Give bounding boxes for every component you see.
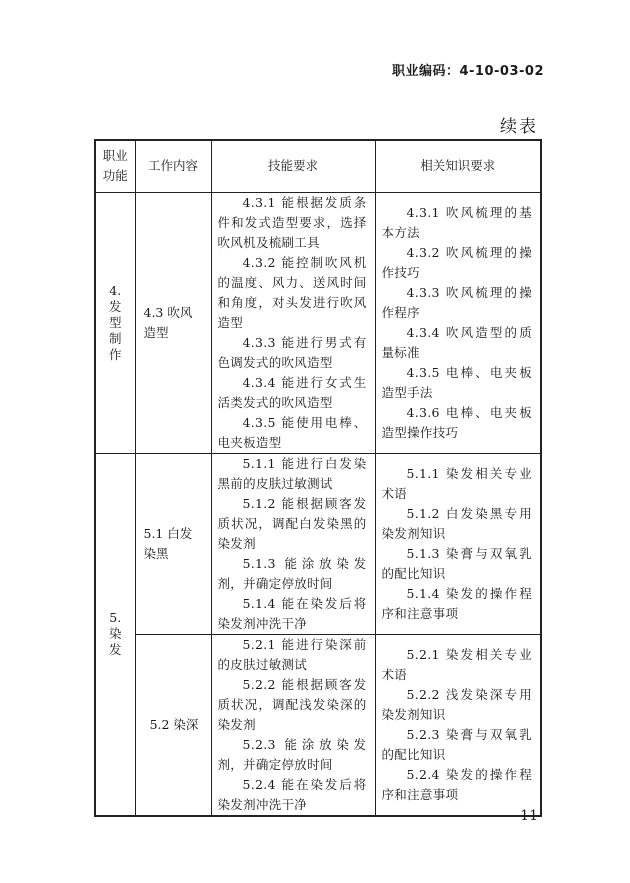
- knowledge-item: 5.2.1 染发相关专业术语: [381, 646, 532, 682]
- knowledge-item: 5.1.3 染膏与双氧乳的配比知识: [381, 545, 532, 581]
- header-work: 工作内容: [135, 140, 211, 192]
- header-skills: 技能要求: [211, 140, 375, 192]
- skill-item: 5.1.2 能根据顾客发质状况，调配白发染黑的染发剂: [217, 495, 367, 551]
- skill-item: 5.2.2 能根据顾客发质状况，调配浅发染深的染发剂: [217, 676, 367, 732]
- skills-cell: [211, 192, 375, 453]
- skill-item: 4.3.4 能进行女式生活类发式的吹风造型: [217, 374, 367, 410]
- knowledge-cell: [375, 192, 541, 453]
- skill-item: 5.2.4 能在染发后将染发剂冲洗干净: [217, 776, 367, 812]
- knowledge-item: 5.1.4 染发的操作程序和注意事项: [381, 585, 532, 621]
- knowledge-item: 5.2.3 染膏与双氧乳的配比知识: [381, 726, 532, 762]
- knowledge-item: 5.2.4 染发的操作程序和注意事项: [381, 766, 532, 802]
- function-char: 发: [108, 642, 122, 657]
- function-char: 染: [108, 626, 122, 641]
- work-content-cell: 5.2 染深: [135, 634, 211, 816]
- skill-item: 5.1.3 能涂放染发剂，并确定停放时间: [217, 555, 367, 591]
- job-code: 职业编码：4-10-03-02: [391, 64, 544, 79]
- skills-table: [94, 139, 542, 817]
- function-char: 制: [108, 330, 122, 346]
- skill-item: 5.1.4 能在染发后将染发剂冲洗干净: [217, 595, 367, 631]
- knowledge-item: 5.2.2 浅发染深专用染发剂知识: [381, 686, 532, 722]
- function-number: 4.: [109, 282, 122, 298]
- skill-item: 5.2.3 能涂放染发剂，并确定停放时间: [217, 736, 367, 772]
- knowledge-item: 4.3.5 电棒、电夹板造型手法: [381, 364, 532, 400]
- table-row: [95, 453, 541, 634]
- knowledge-item: 4.3.1 吹风梳理的基本方法: [381, 204, 532, 240]
- header-knowledge: 相关知识要求: [375, 140, 541, 192]
- header-function-text: 职业 功能: [102, 148, 128, 184]
- knowledge-item: 4.3.6 电棒、电夹板造型操作技巧: [381, 404, 532, 440]
- knowledge-item: 5.1.1 染发相关专业术语: [381, 465, 532, 501]
- work-content-cell: 5.1 白发染黑: [135, 453, 211, 634]
- function-cell: [95, 192, 135, 453]
- knowledge-item: 4.3.4 吹风造型的质量标准: [381, 324, 532, 360]
- skill-item: 5.1.1 能进行白发染黑前的皮肤过敏测试: [217, 455, 367, 491]
- skill-item: 5.2.1 能进行染深前的皮肤过敏测试: [217, 636, 367, 672]
- table-row: [95, 192, 541, 453]
- header-function: [95, 140, 135, 192]
- page-number: 11: [520, 808, 538, 824]
- knowledge-cell: [375, 453, 541, 634]
- work-content-cell: 4.3 吹风造型: [135, 192, 211, 453]
- knowledge-item: 4.3.3 吹风梳理的操作程序: [381, 284, 532, 320]
- continued-label: 续表: [500, 117, 538, 137]
- function-char: 作: [108, 346, 122, 362]
- knowledge-item: 5.1.2 白发染黑专用染发剂知识: [381, 505, 532, 541]
- function-number: 5.: [109, 610, 122, 625]
- skills-cell: [211, 634, 375, 816]
- function-char: 型: [108, 314, 122, 330]
- skill-item: 4.3.1 能根据发质条件和发式造型要求，选择吹风机及梳刷工具: [217, 194, 367, 250]
- function-cell: [95, 453, 135, 816]
- table-header-row: [95, 140, 541, 192]
- skill-item: 4.3.3 能进行男式有色调发式的吹风造型: [217, 334, 367, 370]
- function-char: 发: [108, 298, 122, 314]
- knowledge-cell: [375, 634, 541, 816]
- knowledge-item: 4.3.2 吹风梳理的操作技巧: [381, 244, 532, 280]
- skill-item: 4.3.5 能使用电棒、电夹板造型: [217, 414, 367, 450]
- skill-item: 4.3.2 能控制吹风机的温度、风力、送风时间和角度，对头发进行吹风造型: [217, 254, 367, 330]
- skills-cell: [211, 453, 375, 634]
- table-row: [95, 634, 541, 816]
